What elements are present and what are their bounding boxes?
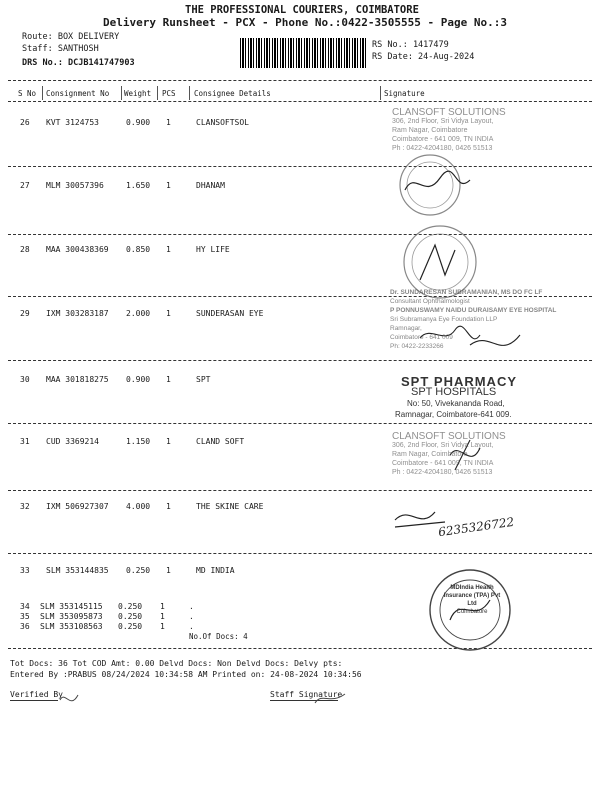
row-sno: 28 [20, 245, 30, 254]
row-pcs: 1 [166, 245, 171, 254]
totals-line: Tot Docs: 36 Tot COD Amt: 0.00 Delvd Docs: Non Delvd Docs: Delvy pts: [10, 659, 343, 668]
col-pcs: PCS [162, 89, 176, 98]
row-pcs: 1 [166, 502, 171, 511]
entered-by-line: Entered By :PRABUS 08/24/2024 10:34:58 AM Printed on: 24-08-2024 10:34:56 [10, 670, 362, 679]
row-weight: 0.250 [118, 602, 143, 611]
row-pcs: 1 [166, 437, 171, 446]
row-weight: 2.000 [126, 309, 151, 318]
verified-by-label: Verified By [10, 690, 63, 699]
row-consignee: . [189, 622, 194, 631]
row-sno: 36 [20, 622, 30, 631]
row-consignment: MAA 300438369 [46, 245, 109, 254]
row-consignment: IXM 506927307 [46, 502, 109, 511]
row-pcs: 1 [160, 622, 165, 631]
row-consignment: SLM 353108563 [40, 622, 103, 631]
row-weight: 0.250 [126, 566, 151, 575]
row-sno: 26 [20, 118, 30, 127]
row-consignee: THE SKINE CARE [196, 502, 264, 511]
row-consignment: MAA 301818275 [46, 375, 109, 384]
no-of-docs: No.Of Docs: 4 [189, 632, 248, 641]
row-pcs: 1 [166, 309, 171, 318]
row-pcs: 1 [160, 602, 165, 611]
row-consignment: MLM 30057396 [46, 181, 104, 190]
row-consignment: SLM 353095873 [40, 612, 103, 621]
col-consignee: Consignee Details [194, 89, 271, 98]
staff-signature-icon [315, 694, 345, 703]
clansoft-stamp: CLANSOFT SOLUTIONS 306, 2nd Floor, Sri Vidya Layout, Ram Nagar, Coimbatore Coimbatore - 641 009, TN INDIA Ph : 0422-4204180, 0426 51513 [392, 107, 506, 152]
verified-signature-icon [60, 695, 78, 701]
sundaresan-stamp: Dr. SUNDARESAN SUBRAMANIAN, MS DO FC LF Consultant Ophthalmologist P PONNUSWAMY NAIDU DURAISAMY EYE HOSPITAL Sri Subramanya Eye Foundation LLP Ramnagar, Coimbatore - 641 009 Ph: 0422-2233266 [390, 289, 557, 350]
row-weight: 0.250 [118, 622, 143, 631]
company-name: THE PROFESSIONAL COURIERS, COIMBATORE [185, 4, 419, 16]
row-weight: 0.250 [118, 612, 143, 621]
row-pcs: 1 [160, 612, 165, 621]
row-consignee: CLANSOFTSOL [196, 118, 249, 127]
rs-number: RS No.: 1417479 [372, 40, 449, 50]
row-consignment: IXM 303283187 [46, 309, 109, 318]
handwritten-number: 6235326722 [437, 514, 515, 540]
row-pcs: 1 [166, 181, 171, 190]
row-consignee: SPT [196, 375, 211, 384]
row-weight: 0.900 [126, 375, 151, 384]
row-consignee: SUNDERASAN EYE [196, 309, 264, 318]
row-weight: 0.850 [126, 245, 151, 254]
row-consignee: CLAND SOFT [196, 437, 245, 446]
row-consignment: KVT 3124753 [46, 118, 99, 127]
row-consignee: HY LIFE [196, 245, 230, 254]
runsheet-title: Delivery Runsheet - PCX - Phone No.:0422-3505555 - Page No.:3 [103, 16, 507, 29]
clansoft-stamp-2: CLANSOFT SOLUTIONS 306, 2nd Floor, Sri Vidya Layout, Ram Nagar, Coimbatore Coimbatore - 641 009, TN INDIA Ph : 0422-4204180, 0426 51513 [392, 431, 506, 476]
row-consignee: MD INDIA [196, 566, 235, 575]
mdindia-stamp-text: MDIndia Health Insurance (TPA) Pvt Ltd Coimbatore [443, 585, 501, 615]
col-sno: S No [18, 89, 37, 98]
row-sno: 29 [20, 309, 30, 318]
staff-signature-label: Staff Signature [270, 690, 343, 699]
row-sno: 35 [20, 612, 30, 621]
signature-icon [420, 245, 455, 280]
row-pcs: 1 [166, 375, 171, 384]
row-sno: 33 [20, 566, 30, 575]
row-consignment: CUD 3369214 [46, 437, 99, 446]
drs-number: DRS No.: DCJB141747903 [22, 58, 135, 68]
row-sno: 27 [20, 181, 30, 190]
col-signature: Signature [384, 89, 425, 98]
row-weight: 1.150 [126, 437, 151, 446]
row-consignee: . [189, 612, 194, 621]
staff-label: Staff: SANTHOSH [22, 44, 99, 54]
row-sno: 30 [20, 375, 30, 384]
row-consignment: SLM 353145115 [40, 602, 103, 611]
rs-date: RS Date: 24-Aug-2024 [372, 52, 475, 62]
row-pcs: 1 [166, 566, 171, 575]
col-consignment: Consignment No [46, 89, 110, 98]
row-consignee: . [189, 602, 194, 611]
row-sno: 31 [20, 437, 30, 446]
row-sno: 34 [20, 602, 30, 611]
row-weight: 4.000 [126, 502, 151, 511]
row-sno: 32 [20, 502, 30, 511]
row-pcs: 1 [166, 118, 171, 127]
spt-stamp: SPT PHARMACY SPT HOSPITALS No: 50, Vivekananda Road, Ramnagar, Coimbatore-641 009. [395, 374, 518, 419]
route-label: Route: BOX DELIVERY [22, 32, 120, 42]
col-weight: Weight [124, 89, 152, 98]
row-weight: 0.900 [126, 118, 151, 127]
row-consignment: SLM 353144835 [46, 566, 109, 575]
row-consignee: DHANAM [196, 181, 225, 190]
row-weight: 1.650 [126, 181, 151, 190]
